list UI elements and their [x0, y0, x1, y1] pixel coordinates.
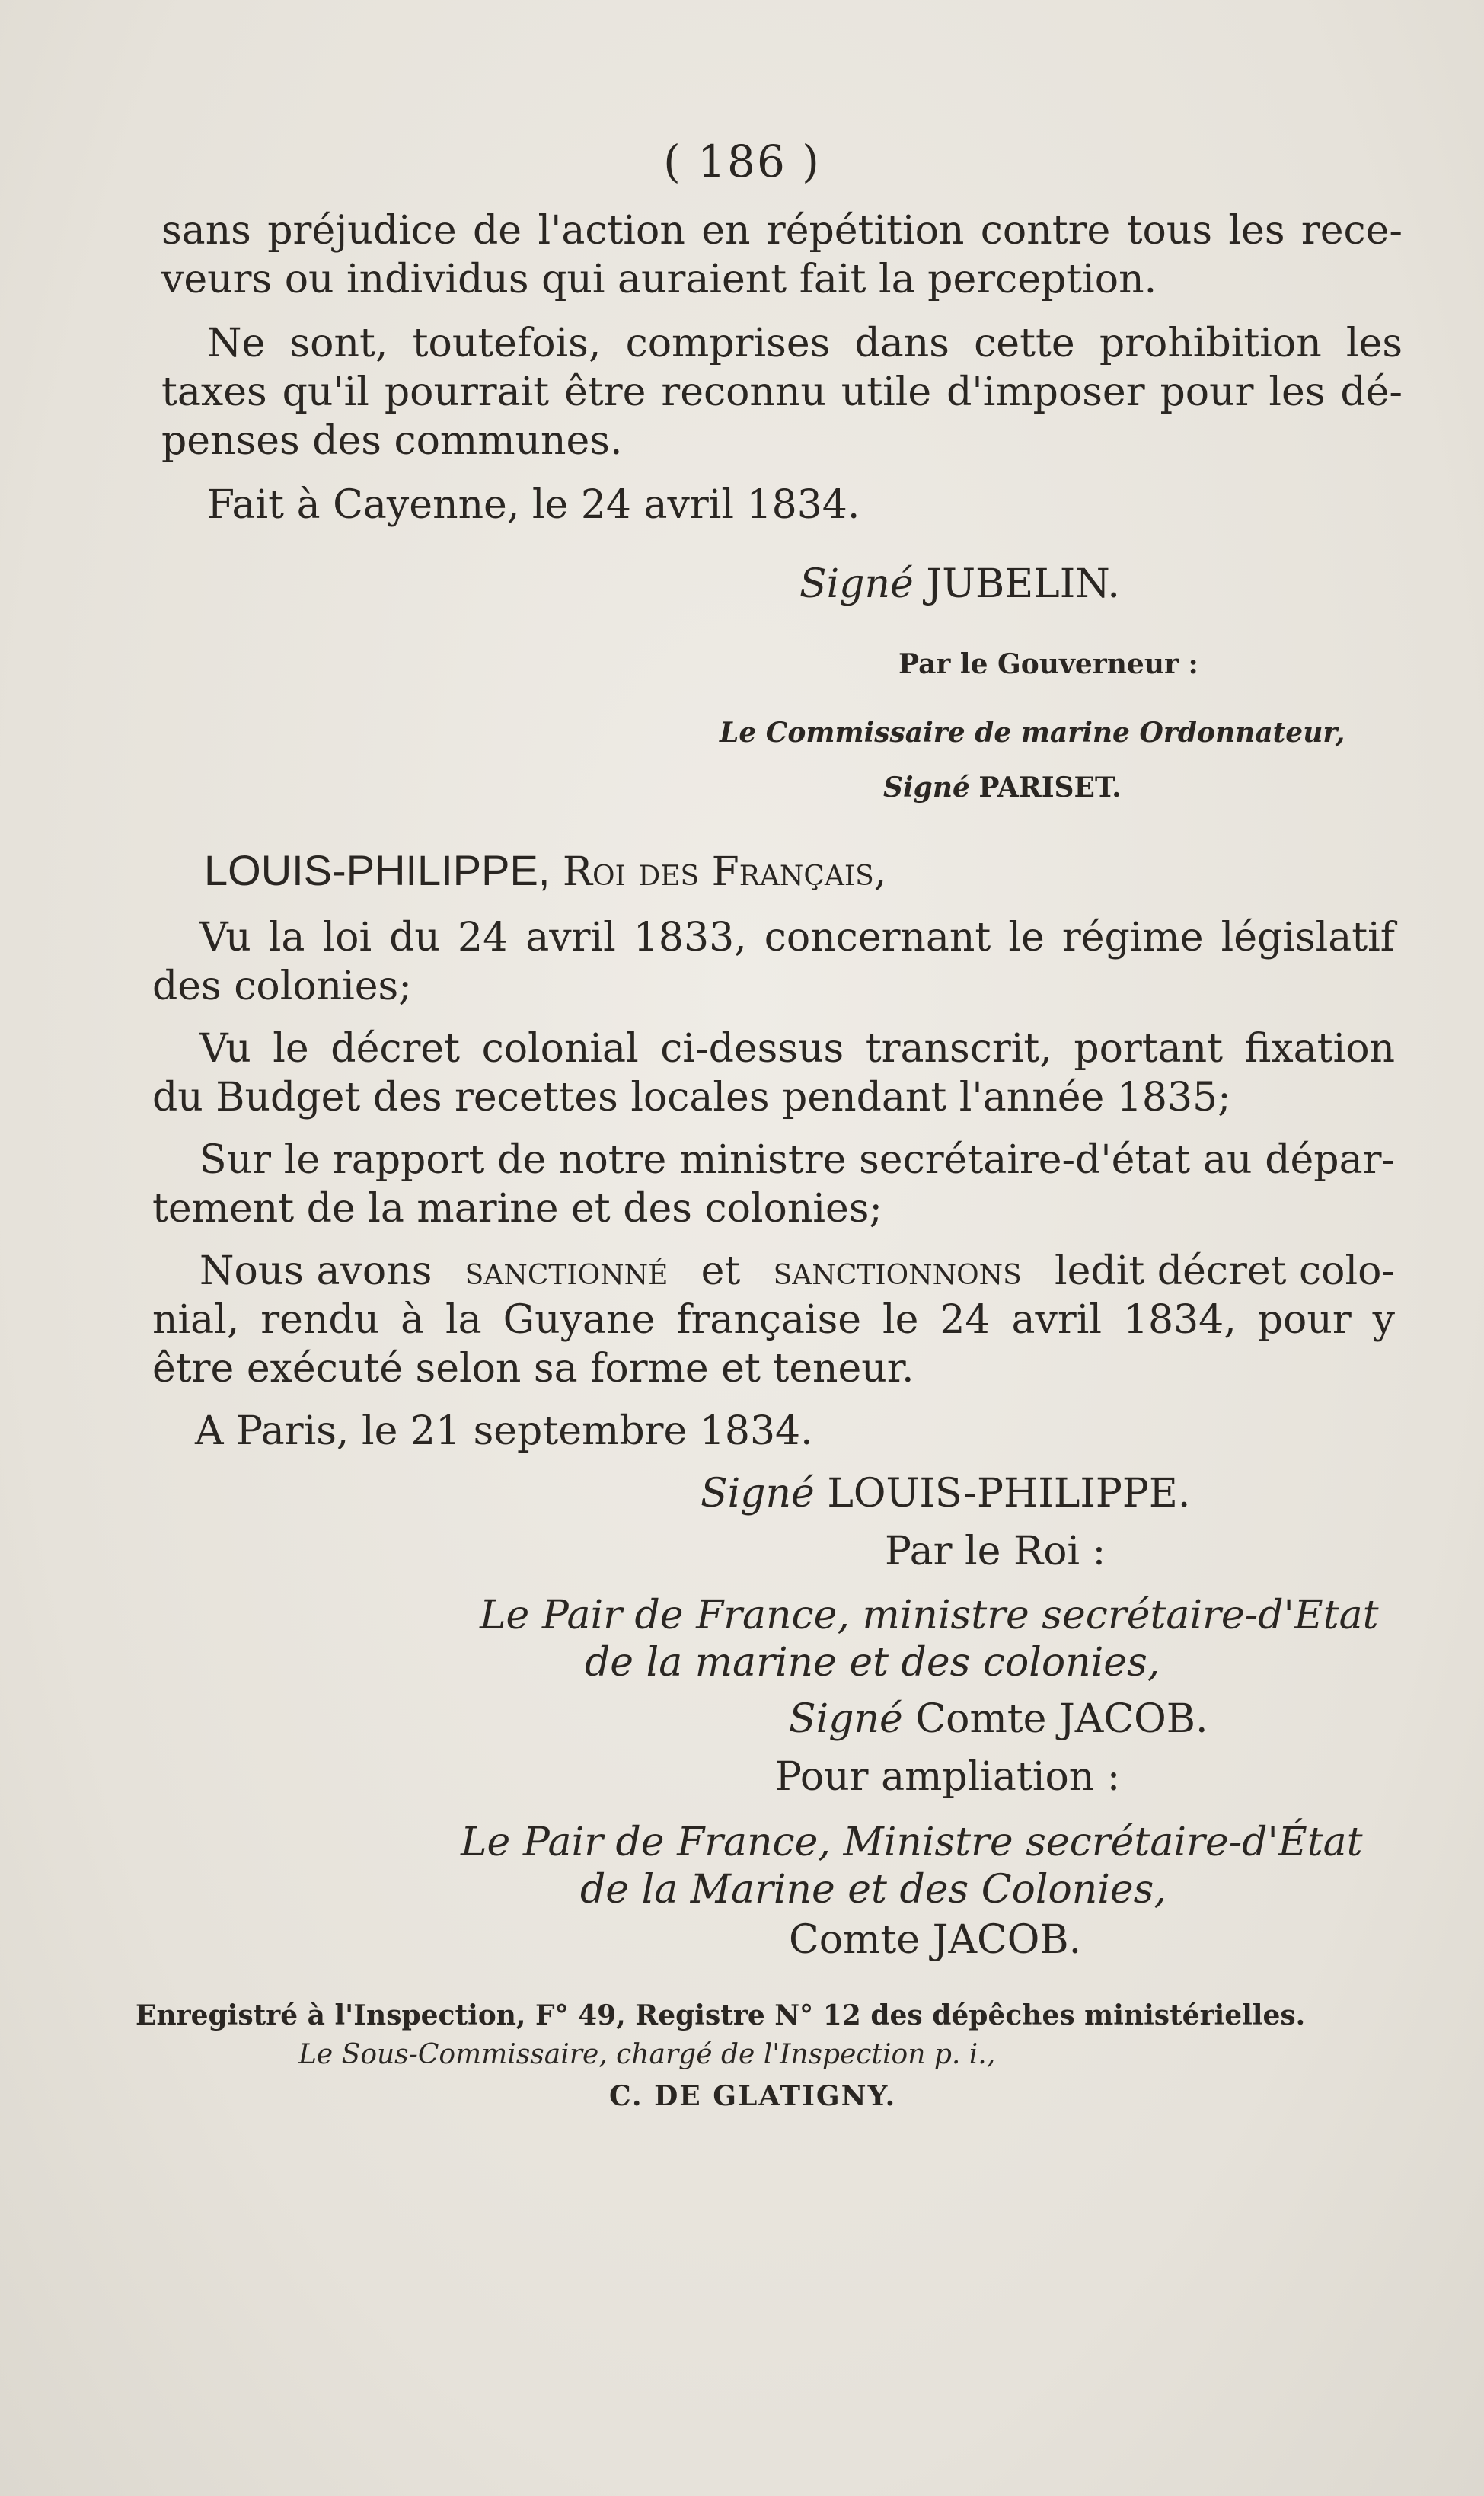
enregistre-line: Enregistré à l'Inspection, F° 49, Registre N° 12 des dépêches ministérielles.: [136, 1999, 1306, 2031]
page-number: ( 186 ): [663, 136, 821, 187]
nous-line2: nial, rendu à la Guyane française le 24 avril 1834, pour y: [152, 1297, 1395, 1343]
sur-line1: Sur le rapport de notre ministre secrétaire-d'état au dépar-: [199, 1137, 1395, 1183]
nous-avons: Nous avons: [199, 1248, 432, 1294]
signatory-name: LOUIS-PHILIPPE.: [827, 1471, 1191, 1516]
king-name: LOUIS-PHILIPPE,: [204, 846, 551, 894]
para1-line1: sans préjudice de l'action en répétition contre tous les rece-: [161, 208, 1403, 254]
a-paris: A Paris, le 21 septembre 1834.: [195, 1408, 813, 1454]
par-le-roi: Par le Roi :: [885, 1529, 1106, 1574]
signe-label: Signé: [799, 561, 914, 607]
vu2-line2: du Budget des recettes locales pendant l'année 1835;: [152, 1075, 1231, 1120]
nous-line3: être exécuté selon sa forme et teneur.: [152, 1346, 914, 1392]
signe-label: Signé: [789, 1696, 903, 1742]
signe-label: Signé: [883, 772, 970, 804]
sanctionne: sanctionné: [464, 1248, 669, 1294]
par-le-gouverneur: Par le Gouverneur :: [898, 648, 1198, 680]
signature-jacob: [789, 1695, 1208, 1743]
glatigny-signature: C. DE GLATIGNY.: [609, 2080, 897, 2112]
signe-label: Signé: [701, 1471, 815, 1516]
signatory-name: Comte JACOB.: [915, 1696, 1208, 1742]
signature-pariset: [883, 771, 1122, 805]
pair1-line1: Le Pair de France, ministre secrétaire-d'Etat: [480, 1593, 1379, 1638]
sur-line2: tement de la marine et des colonies;: [152, 1186, 882, 1232]
king-heading: [204, 847, 886, 896]
ledit-decret: ledit décret colo-: [1055, 1248, 1395, 1294]
et: et: [701, 1248, 741, 1294]
vu1-line1: Vu la loi du 24 avril 1833, concernant le régime législatif: [199, 915, 1395, 960]
nous-line1: [199, 1248, 1395, 1295]
para1-line2: veurs ou individus qui auraient fait la perception.: [161, 257, 1157, 302]
commissaire-ordonnateur: Le Commissaire de marine Ordonnateur,: [720, 717, 1345, 749]
pair1-line2: de la marine et des colonies,: [585, 1640, 1160, 1686]
fait-a-cayenne: Fait à Cayenne, le 24 avril 1834.: [207, 482, 860, 528]
pair2-line2: de la Marine et des Colonies,: [580, 1867, 1166, 1913]
sous-commissaire: Le Sous-Commissaire, chargé de l'Inspection p. i.,: [298, 2039, 996, 2070]
comte-jacob: Comte JACOB.: [789, 1917, 1082, 1963]
pair2-line1: Le Pair de France, Ministre secrétaire-d'État: [461, 1820, 1363, 1865]
king-title: Roi des Français,: [562, 849, 887, 895]
signature-louis-philippe: [701, 1470, 1190, 1517]
vu2-line1: Vu le décret colonial ci-dessus transcrit, portant fixation: [199, 1026, 1395, 1072]
vu1-line2: des colonies;: [152, 964, 412, 1009]
para2-line3: penses des communes.: [161, 418, 623, 464]
signature-jubelin: [799, 561, 1120, 608]
para2-line1: Ne sont, toutefois, comprises dans cette prohibition les: [207, 321, 1403, 366]
signatory-name: PARISET.: [978, 772, 1122, 804]
para2-line2: taxes qu'il pourrait être reconnu utile d'imposer pour les dé-: [161, 369, 1403, 415]
pour-ampliation: Pour ampliation :: [775, 1754, 1121, 1800]
signatory-name: JUBELIN.: [926, 561, 1120, 607]
sanctionnons: sanctionnons: [773, 1248, 1022, 1294]
